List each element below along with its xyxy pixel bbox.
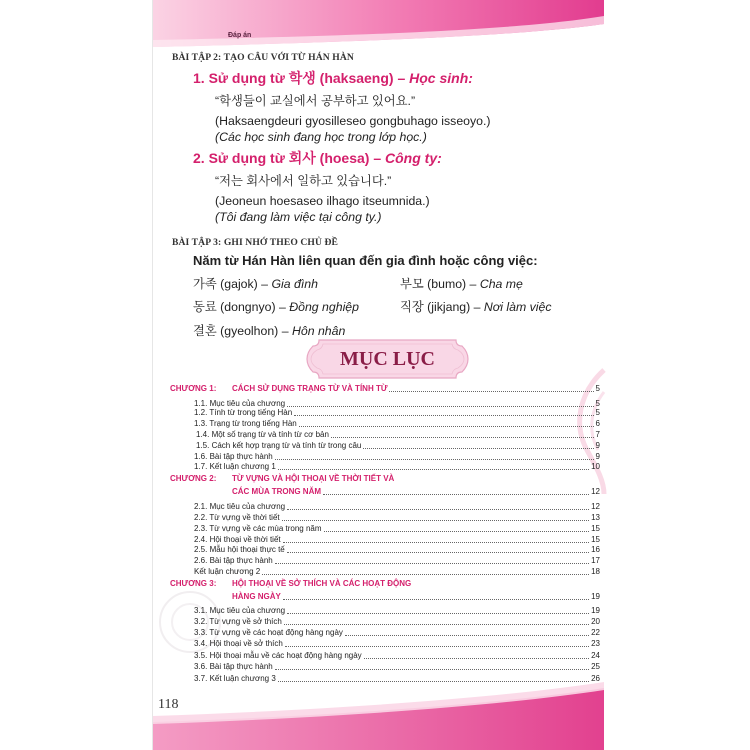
toc-chapter-title: TỪ VỰNG VÀ HỘI THOẠI VỀ THỜI TIẾT VÀ <box>232 474 395 483</box>
toc-entry-title: 1.4. Một số trạng từ và tính từ cơ bản <box>196 430 329 439</box>
toc-entry-page: 6 <box>595 419 600 428</box>
toc-entry <box>196 440 600 451</box>
toc-entry <box>194 673 600 684</box>
toc-entry-page: 24 <box>591 651 600 660</box>
toc-entry-page: 12 <box>591 502 600 511</box>
toc-entry-page: 13 <box>591 513 600 522</box>
exercise-3-intro: Năm từ Hán Hàn liên quan đến gia đình hoặc công việc: <box>193 253 538 268</box>
toc-entry <box>194 461 600 472</box>
vocab-term: 부모 (bumo) – <box>400 277 477 291</box>
leader-dots <box>287 552 589 553</box>
toc-entry-page: 5 <box>595 399 600 408</box>
vocab-meaning: Hôn nhân <box>291 324 346 338</box>
toc-chapter-title: CÁCH SỬ DỤNG TRẠNG TỪ VÀ TÍNH TỪ <box>232 384 388 393</box>
toc-entry <box>194 638 600 649</box>
toc-entry-page: 16 <box>591 545 600 554</box>
toc-entry-page: 5 <box>595 408 600 417</box>
exercise-2-item-2-title <box>193 150 442 166</box>
toc-entry <box>194 523 600 534</box>
toc-entry-title: 3.1. Mục tiêu của chương <box>194 606 286 615</box>
toc-chapter-3 <box>170 578 600 589</box>
toc-chapter-page: 5 <box>595 384 600 393</box>
leader-dots <box>283 542 589 543</box>
leader-dots <box>287 613 589 614</box>
leader-dots <box>285 646 589 647</box>
toc-entry <box>194 616 600 627</box>
leader-dots <box>287 509 589 510</box>
toc-entry-page: 9 <box>595 452 600 461</box>
leader-dots <box>345 635 589 636</box>
toc-entry-title: 3.7. Kết luận chương 3 <box>194 674 276 683</box>
section-label: Đáp án <box>228 32 252 39</box>
vocab-term: 결혼 (gyeolhon) – <box>193 324 289 338</box>
toc-entry-page: 19 <box>591 606 600 615</box>
toc-entry-title: 1.2. Tính từ trong tiếng Hàn <box>194 408 293 417</box>
toc-entry-page: 10 <box>591 462 600 471</box>
toc-entry-title: 3.4. Hội thoại về sở thích <box>194 639 283 648</box>
toc-entry-title: 2.3. Từ vựng về các mùa trong năm <box>194 524 322 533</box>
toc-entry-title: 1.5. Cách kết hợp trạng từ và tính từ trong câu <box>196 441 362 450</box>
toc-entry-page: 26 <box>591 674 600 683</box>
toc-entry-title: 1.1. Mục tiêu của chương <box>194 399 286 408</box>
leader-dots <box>331 437 594 438</box>
toc-entry-title: 2.2. Từ vựng về thời tiết <box>194 513 280 522</box>
leader-dots <box>284 624 589 625</box>
leader-dots <box>262 574 589 575</box>
exercise-3-heading: BÀI TẬP 3: GHI NHỚ THEO CHỦ ĐỀ <box>172 237 339 248</box>
item-meaning: Học sinh: <box>409 70 473 86</box>
toc-chapter-title-cont: HÀNG NGÀY <box>232 592 281 601</box>
toc-entry <box>194 605 600 616</box>
leader-dots <box>324 531 590 532</box>
romanization: (Haksaengdeuri gyosilleseo gongbuhago isseoyo.) <box>215 114 491 128</box>
leader-dots <box>299 426 594 427</box>
vocab-term: 동료 (dongnyo) – <box>193 300 286 314</box>
toc-chapter-title-cont: CÁC MÙA TRONG NĂM <box>232 487 322 496</box>
leader-dots <box>278 681 589 682</box>
toc-entry-title: Kết luận chương 2 <box>194 567 261 576</box>
toc-entry-title: 3.3. Từ vựng về các hoạt động hàng ngày <box>194 628 343 637</box>
toc-entry-page: 23 <box>591 639 600 648</box>
vocab-term: 직장 (jikjang) – <box>400 300 481 314</box>
leader-dots <box>364 658 589 659</box>
toc-chapter-3-cont <box>232 591 600 602</box>
toc-entry-page: 20 <box>591 617 600 626</box>
toc-title: MỤC LỤC <box>340 348 435 370</box>
toc-entry-page: 7 <box>595 430 600 439</box>
leader-dots <box>275 459 594 460</box>
toc-entry-title: 2.5. Mẫu hội thoại thực tế <box>194 545 285 554</box>
toc-entry <box>194 544 600 555</box>
toc-chapter-2 <box>170 473 600 484</box>
vocab-meaning: Cha mẹ <box>479 277 523 291</box>
toc-entry-page: 9 <box>595 441 600 450</box>
toc-entry <box>194 627 600 638</box>
toc-entry <box>194 418 600 429</box>
leader-dots <box>294 415 593 416</box>
vocab-word <box>193 323 345 339</box>
vocab-meaning: Nơi làm việc <box>483 300 552 314</box>
toc-entry-page: 15 <box>591 535 600 544</box>
toc-entry-page: 22 <box>591 628 600 637</box>
toc-chapter-1 <box>170 383 600 394</box>
page-number: 118 <box>158 697 179 712</box>
toc-entry-title: 3.6. Bài tập thực hành <box>194 662 273 671</box>
leader-dots <box>275 669 589 670</box>
toc-entry <box>194 661 600 672</box>
toc-chapter-page: 19 <box>591 592 600 601</box>
romanization: (Jeoneun hoesaseo ilhago itseumnida.) <box>215 194 430 208</box>
toc-entry-title: 2.1. Mục tiêu của chương <box>194 502 286 511</box>
vocab-word <box>400 299 551 315</box>
toc-entry-title: 2.6. Bài tập thực hành <box>194 556 273 565</box>
toc-entry-title: 1.7. Kết luận chương 1 <box>194 462 276 471</box>
vocab-word <box>193 299 359 315</box>
toc-entry-title: 3.5. Hội thoại mẫu về các hoạt động hàng ngày <box>194 651 362 660</box>
toc-chapter-label: CHƯƠNG 1: <box>170 384 217 393</box>
toc-entry <box>194 407 600 418</box>
leader-dots <box>278 469 589 470</box>
toc-chapter-page: 12 <box>591 487 600 496</box>
toc-entry-title: 2.4. Hội thoại về thời tiết <box>194 535 281 544</box>
toc-entry-page: 25 <box>591 662 600 671</box>
korean-sentence: “저는 회사에서 일하고 있습니다.” <box>215 174 392 188</box>
vocab-word <box>193 276 318 292</box>
vocab-word <box>400 276 523 292</box>
item-label: 2. Sử dụng từ 회사 (hoesa) – <box>193 150 382 166</box>
toc-entry <box>194 512 600 523</box>
exercise-2-heading: BÀI TẬP 2: TẠO CÂU VỚI TỪ HÁN HÀN <box>172 52 354 63</box>
vocab-term: 가족 (gajok) – <box>193 277 269 291</box>
vocab-meaning: Gia đình <box>271 277 318 291</box>
translation: (Tôi đang làm việc tại công ty.) <box>215 210 382 224</box>
leader-dots <box>283 599 589 600</box>
leader-dots <box>275 563 589 564</box>
toc-entry <box>194 501 600 512</box>
toc-entry <box>194 650 600 661</box>
leader-dots <box>389 391 593 392</box>
toc-entry-page: 18 <box>591 567 600 576</box>
toc-entry <box>194 555 600 566</box>
toc-entry <box>194 566 600 577</box>
toc-entry-page: 17 <box>591 556 600 565</box>
item-meaning: Công ty: <box>385 150 442 166</box>
translation: (Các học sinh đang học trong lớp học.) <box>215 130 427 144</box>
toc-chapter-2-cont <box>232 486 600 497</box>
leader-dots <box>282 520 589 521</box>
toc-chapter-label: CHƯƠNG 3: <box>170 579 217 588</box>
exercise-2-item-1-title <box>193 70 473 86</box>
leader-dots <box>323 494 589 495</box>
toc-entry <box>196 429 600 440</box>
vocab-meaning: Đồng nghiệp <box>289 300 359 314</box>
item-label: 1. Sử dụng từ 학생 (haksaeng) – <box>193 70 406 86</box>
toc-entry-page: 15 <box>591 524 600 533</box>
toc-entry-title: 3.2. Từ vựng về sở thích <box>194 617 282 626</box>
leader-dots <box>363 448 593 449</box>
korean-sentence: “학생들이 교실에서 공부하고 있어요.” <box>215 94 416 108</box>
toc-chapter-label: CHƯƠNG 2: <box>170 474 217 483</box>
toc-entry-title: 1.3. Trạng từ trong tiếng Hàn <box>194 419 297 428</box>
toc-entry-title: 1.6. Bài tập thực hành <box>194 452 273 461</box>
toc-chapter-title: HỘI THOẠI VỀ SỞ THÍCH VÀ CÁC HOẠT ĐỘNG <box>232 579 412 588</box>
